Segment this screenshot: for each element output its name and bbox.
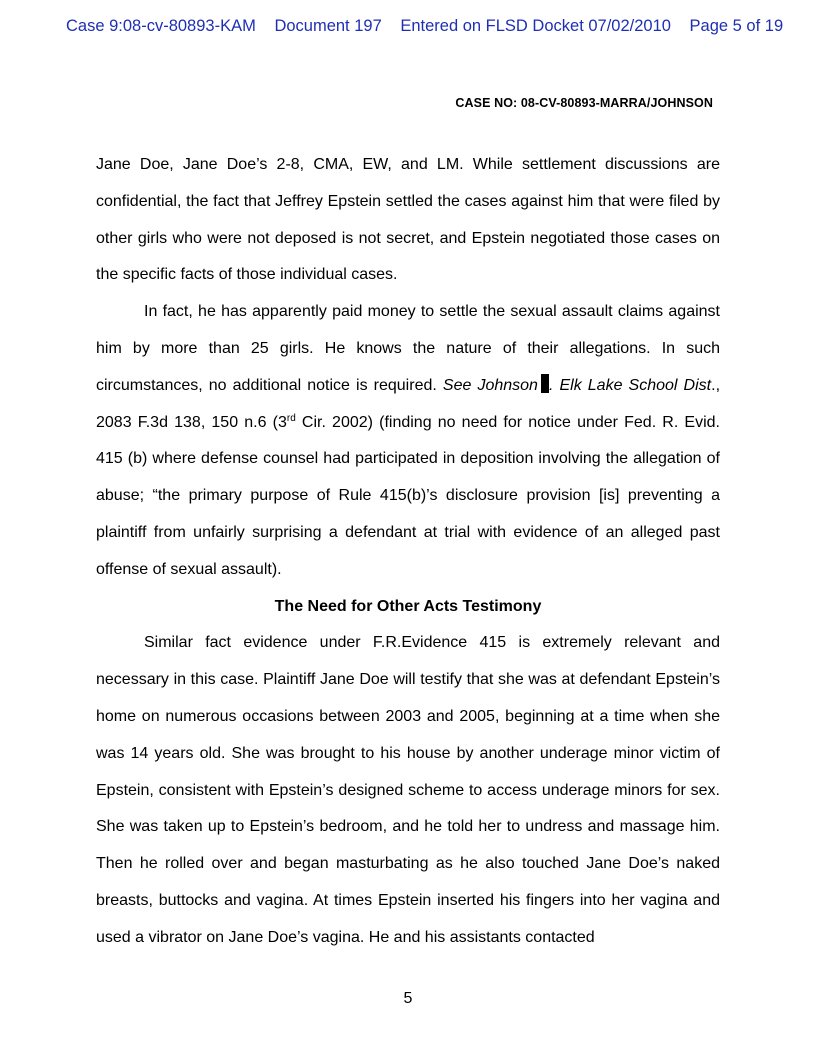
citation-elk-lake: . Elk Lake School Dist [548, 376, 712, 394]
docket-document-number: Document 197 [274, 17, 382, 35]
docket-page-count: Page 5 of 19 [689, 17, 784, 35]
citation-see-johnson: See Johnson [442, 376, 538, 394]
docket-entered-date: Entered on FLSD Docket 07/02/2010 [400, 17, 671, 35]
case-number-heading: CASE NO: 08-CV-80893-MARRA/JOHNSON [455, 96, 713, 110]
paragraph-1: Jane Doe, Jane Doe’s 2-8, CMA, EW, and LM. While settlement discussions are confidential, the fact that Jeffrey Epstein settled the cases against him that were filed by other girls who were not deposed is not secret, and Epstein negotiated those cases on the specific facts of those individual cases. [96, 156, 720, 284]
paragraph-2 [96, 294, 720, 588]
paragraph-2-text-a: In fact, he has apparently paid money to settle the sexual assault claims against him by more than 25 girls. He knows the nature of their allegations. In such circumstances, no additional notice is required. [96, 303, 720, 394]
docket-header [66, 17, 783, 36]
redaction-box [541, 374, 549, 393]
section-heading: The Need for Other Acts Testimony [274, 597, 542, 615]
body-text [96, 147, 720, 957]
docket-case-number: Case 9:08-cv-80893-KAM [66, 17, 256, 35]
page-number: 5 [403, 990, 413, 1007]
ordinal-superscript: rd [286, 412, 296, 424]
paragraph-3: Similar fact evidence under F.R.Evidence 415 is extremely relevant and necessary in this case. Plaintiff Jane Doe will testify that she was at defendant Epstein’s home on numerous occasions between 2003 and 2005, beginning at a time when she was 14 years old. She was brought to his house by another underage minor victim of Epstein, consistent with Epstein’s designed scheme to access underage minors for sex. She was taken up to Epstein’s bedroom, and he told her to undress and massage him. Then he rolled over and began masturbating as he also touched Jane Doe’s naked breasts, buttocks and vagina. At times Epstein inserted his fingers into her vagina and used a vibrator on Jane Doe’s vagina. He and his assistants contacted [96, 634, 720, 946]
paragraph-2-text-c: Cir. 2002) (finding no need for notice under Fed. R. Evid. 415 (b) where defense counsel had participated in deposition involving the allegation of abuse; “the primary purpose of Rule 415(b)’s disclosure provision [is] preventing a plaintiff from unfairly surprising a defendant at trial with evidence of an alleged past offense of sexual assault). [96, 413, 720, 578]
paragraph-2-text-b: ., 2083 F.3d 138, 150 n.6 (3 [96, 376, 721, 431]
